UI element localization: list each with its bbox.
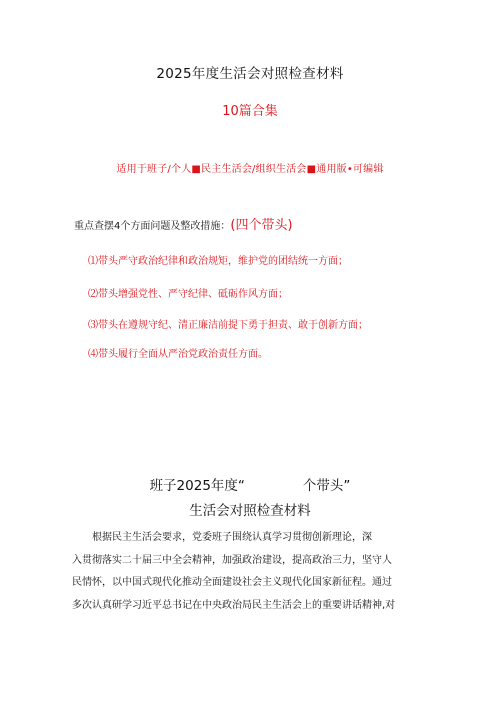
focus-intro-text: 重点查摆4个方面问题及整改措施： <box>74 221 231 232</box>
report-title-part-2: 个带头” <box>302 478 351 494</box>
measure-item-3: ⑶带头在遵规守纪、清正廉洁前提下勇于担责、敢于创新方面； <box>88 320 368 331</box>
focus-heading <box>74 214 293 233</box>
body-line-1 <box>72 527 428 550</box>
body-line-4: 多次认真研学习近平总书记在中央政治局民主生活会上的重要讲话精神,对 <box>72 599 396 611</box>
measure-item-4: ⑷带头履行全面从严治党政治责任方面。 <box>88 349 268 360</box>
measure-item-1: ⑴带头严守政治纪律和政治规矩，维护党的团结统一方面； <box>88 256 348 267</box>
report-title-part-1: 班子2025年度“ <box>149 478 245 494</box>
report-title-line-2: 生活会对照检查材料 <box>189 503 311 519</box>
document-subtitle: 10篇合集 <box>222 104 278 119</box>
focus-emphasis-text: (四个带头) <box>230 218 293 233</box>
body-line-1-text: 根据民主生活会要求，党委班子围绕认真学习贯彻创新理论，深 <box>92 532 372 543</box>
measure-item-2: ⑵带头增强党性、严守纪律、砥砺作风方面； <box>88 289 288 300</box>
body-paragraph <box>72 527 428 617</box>
body-line-3: 民情怀，以中国式现代化推动全面建设社会主义现代化国家新征程。通过 <box>72 577 392 588</box>
body-line-2: 入贯彻落实二十届三中全会精神，加强政治建设，提高政治三力，坚守人 <box>72 554 392 566</box>
report-title-line-1 <box>0 474 500 494</box>
document-title: 2025年度生活会对照检查材料 <box>156 66 344 82</box>
applicable-scope-line: 适用于班子/个人■民主生活会/组织生活会■通用版•可编辑 <box>116 164 384 175</box>
